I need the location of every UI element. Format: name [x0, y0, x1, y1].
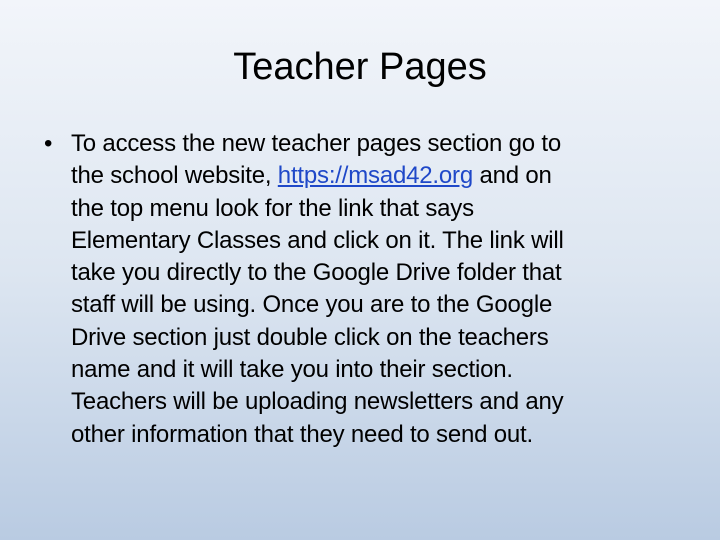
- body-line-10: other information that they need to send out.: [71, 420, 533, 448]
- body-line-2: [71, 162, 552, 189]
- body-line-1: To access the new teacher pages section go to: [71, 130, 561, 157]
- body-line-5: take you directly to the Google Drive folder that: [71, 259, 562, 287]
- body-line-6: staff will be using. Once you are to the Google: [71, 291, 553, 319]
- body-line-9: Teachers will be uploading newsletters and any: [71, 388, 564, 416]
- body-line-3: the top menu look for the link that says: [71, 194, 474, 222]
- bullet-text: [71, 128, 661, 451]
- body-line-7: Drive section just double click on the teachers: [71, 323, 549, 351]
- slide-title: Teacher Pages: [233, 46, 487, 88]
- body-line-2-before: the school website,: [71, 162, 278, 190]
- body-line-8: name and it will take you into their section.: [71, 356, 513, 384]
- school-website-link[interactable]: https://msad42.org: [277, 162, 473, 190]
- bullet-marker: •: [44, 130, 53, 157]
- body-line-2-after: and on: [472, 162, 552, 190]
- body-line-4: Elementary Classes and click on it. The link will: [71, 226, 564, 254]
